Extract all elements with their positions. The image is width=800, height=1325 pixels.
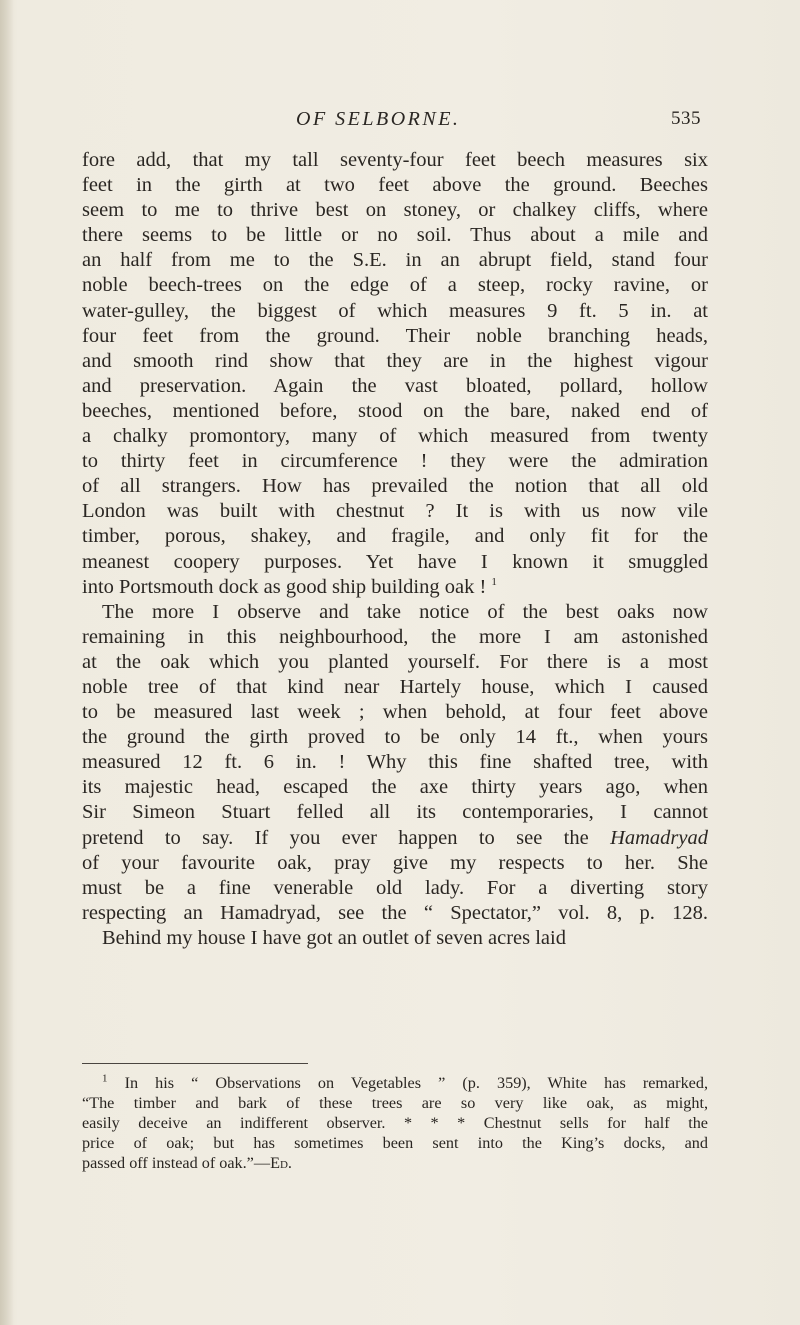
footnote-marker: 1 <box>102 1072 108 1085</box>
text-line: four feet from the ground. Their noble branching heads, <box>82 324 708 347</box>
text-line: seem to me to thrive best on stoney, or chalkey cliffs, where <box>82 199 708 222</box>
text-line: Sir Simeon Stuart felled all its contemporaries, I cannot <box>82 801 708 824</box>
page-number: 535 <box>671 108 701 129</box>
text-line: remaining in this neighbourhood, the more I am astonished <box>82 625 708 648</box>
footnote-text: In his “ Observations on Vegetables ” (p. 359), White has remarked, <box>124 1074 708 1092</box>
footnote-text: passed off instead of oak.”— <box>82 1154 271 1172</box>
footnote-line: easily deceive an indifferent observer. * * * Chestnut sells for half the <box>82 1114 708 1132</box>
footnote-reference: 1 <box>491 575 497 588</box>
text-line: beeches, mentioned before, stood on the bare, naked end of <box>82 399 708 422</box>
paragraph-start-line: Behind my house I have got an outlet of seven acres laid <box>102 926 566 949</box>
text-line: timber, porous, shakey, and fragile, and only fit for the <box>82 525 708 548</box>
text-line-with-note <box>82 575 708 600</box>
running-title: OF SELBORNE. <box>296 108 461 130</box>
text-line: must be a fine venerable old lady. For a diverting story <box>82 876 708 899</box>
footnote-line <box>82 1073 708 1093</box>
footnote-line <box>82 1153 708 1173</box>
text-line: and preservation. Again the vast bloated, pollard, hollow <box>82 374 708 397</box>
text-line: there seems to be little or no soil. Thus about a mile and <box>82 224 708 247</box>
text-line: water-gulley, the biggest of which measures 9 ft. 5 in. at <box>82 299 708 322</box>
italic-word: Hamadryad <box>610 826 709 849</box>
text-segment: pretend to say. If you ever happen to see the <box>82 826 589 849</box>
text-line: an half from me to the S.E. in an abrupt field, stand four <box>82 249 708 272</box>
body-text <box>82 148 708 951</box>
footnote-rule <box>82 1063 308 1064</box>
text-line: its majestic head, escaped the axe thirty years ago, when <box>82 776 708 799</box>
text-line: of all strangers. How has prevailed the notion that all old <box>82 475 708 498</box>
footnote <box>82 1073 708 1173</box>
text-line: a chalky promontory, many of which measured from twenty <box>82 425 708 448</box>
running-head <box>0 108 800 140</box>
text-line-with-italic <box>82 826 708 851</box>
text-line: fore add, that my tall seventy-four feet beech measures six <box>82 149 708 171</box>
text-line: to thirty feet in circumference ! they were the admiration <box>82 450 708 473</box>
text-line: meanest coopery purposes. Yet have I known it smuggled <box>82 550 708 573</box>
text-line: to be measured last week ; when behold, at four feet above <box>82 701 708 724</box>
text-line: the ground the girth proved to be only 14 ft., when yours <box>82 726 708 749</box>
text-line: respecting an Hamadryad, see the “ Spectator,” vol. 8, p. 128. <box>82 901 708 924</box>
text-line: at the oak which you planted yourself. For there is a most <box>82 650 708 673</box>
text-line: into Portsmouth dock as good ship building oak ! <box>82 575 487 598</box>
text-line: of your favourite oak, pray give my respects to her. She <box>82 851 708 874</box>
page-gutter-shadow <box>0 0 14 1325</box>
text-line: measured 12 ft. 6 in. ! Why this fine shafted tree, with <box>82 751 708 774</box>
text-line: London was built with chestnut ? It is with us now vile <box>82 500 708 523</box>
text-line: feet in the girth at two feet above the ground. Beeches <box>82 174 708 197</box>
text-line: noble beech-trees on the edge of a steep, rocky ravine, or <box>82 274 708 297</box>
paragraph-start-line: The more I observe and take notice of the best oaks now <box>102 600 708 623</box>
editor-credit: Ed. <box>270 1154 292 1172</box>
footnote-line: price of oak; but has sometimes been sent into the King’s docks, and <box>82 1134 708 1152</box>
footnote-line: “The timber and bark of these trees are so very like oak, as might, <box>82 1094 708 1112</box>
text-line: noble tree of that kind near Hartely house, which I caused <box>82 675 708 698</box>
text-line: and smooth rind show that they are in the highest vigour <box>82 349 708 372</box>
